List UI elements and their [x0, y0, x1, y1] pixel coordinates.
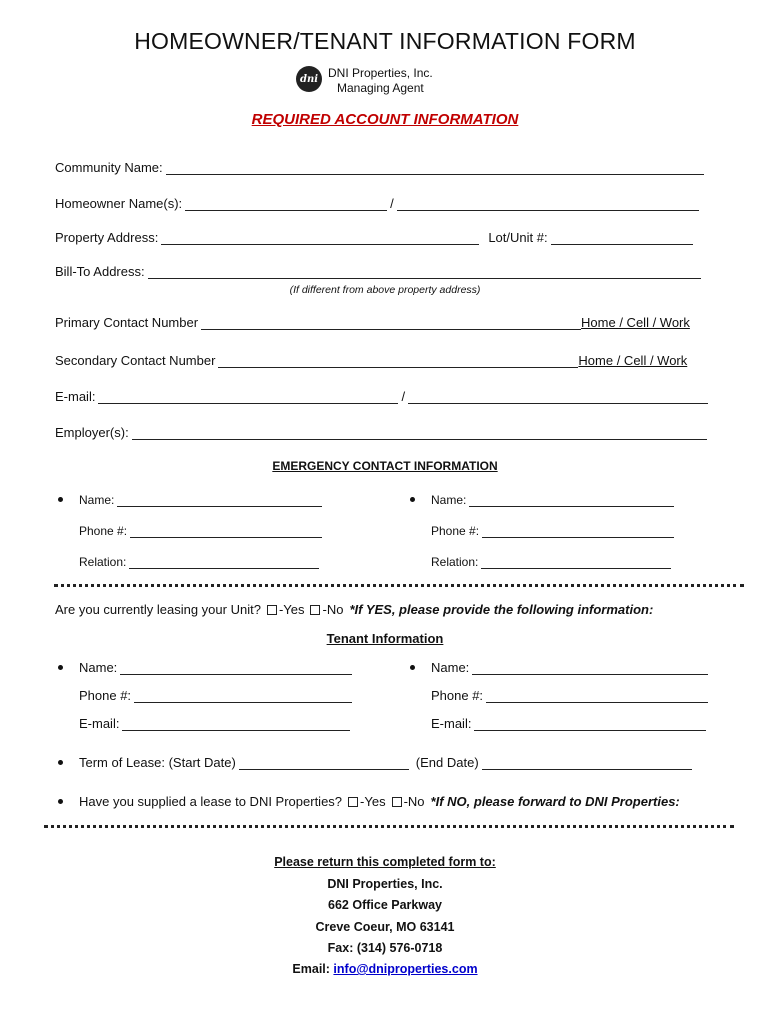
emergency-1-name-row	[58, 492, 325, 507]
secondary-contact-row	[55, 353, 687, 368]
secondary-contact-line[interactable]	[218, 353, 578, 368]
emergency-2-phone-row	[431, 523, 677, 538]
employer-row	[55, 425, 710, 440]
community-input-line[interactable]	[166, 160, 704, 175]
bullet-icon	[58, 799, 63, 804]
name-separator: /	[390, 196, 394, 211]
tenant-2-phone-row	[431, 688, 711, 703]
emergency-1-relation-row	[79, 554, 322, 569]
billto-note: (If different from above property address)	[289, 284, 481, 296]
bullet-icon	[58, 665, 63, 670]
emergency-1-phone-line[interactable]	[130, 523, 322, 538]
employer-label: Employer(s):	[55, 425, 129, 440]
leasing-question: Are you currently leasing your Unit?	[55, 602, 261, 617]
tenant-2-email-label: E-mail:	[431, 716, 472, 731]
tenant-1-email-label: E-mail:	[79, 716, 120, 731]
lease-supplied-question: Have you supplied a lease to DNI Properties?	[79, 794, 343, 809]
emergency-2-relation-row	[431, 554, 674, 569]
tenant-1-phone-row	[79, 688, 355, 703]
tenant-2-phone-label: Phone #:	[431, 688, 484, 703]
emergency-2-name-row	[410, 492, 677, 507]
leasing-row	[55, 602, 653, 617]
emergency-2-relation-label: Relation:	[431, 555, 479, 569]
return-heading: Please return this completed form to:	[274, 855, 496, 869]
return-street: 662 Office Parkway	[328, 898, 442, 912]
emergency-1-name-label: Name:	[79, 493, 115, 507]
emergency-2-phone-line[interactable]	[482, 523, 674, 538]
return-email-label: Email:	[292, 962, 330, 976]
property-label: Property Address:	[55, 230, 159, 245]
email-separator: /	[401, 389, 406, 404]
homeowner-label: Homeowner Name(s):	[55, 196, 183, 211]
emergency-1-relation-label: Relation:	[79, 555, 127, 569]
bullet-icon	[58, 497, 63, 502]
employer-input-line[interactable]	[132, 425, 707, 440]
tenant-1-name-label: Name:	[79, 660, 118, 675]
tenant-2-phone-line[interactable]	[486, 688, 708, 703]
emergency-2-name-line[interactable]	[469, 492, 674, 507]
tenant-1-email-line[interactable]	[122, 716, 350, 731]
bullet-icon	[410, 665, 415, 670]
primary-contact-line[interactable]	[201, 315, 581, 330]
dotted-divider	[54, 584, 744, 587]
bullet-icon	[410, 497, 415, 502]
primary-contact-label: Primary Contact Number	[55, 315, 199, 330]
company-role: Managing Agent	[336, 81, 424, 95]
primary-contact-row	[55, 315, 690, 330]
lease-supplied-row	[58, 794, 680, 809]
dni-logo: dni	[296, 66, 322, 92]
primary-phone-type[interactable]: Home / Cell / Work	[581, 315, 690, 330]
emergency-1-phone-row	[79, 523, 325, 538]
tenant-1-email-row	[79, 716, 353, 731]
tenant-heading: Tenant Information	[326, 631, 444, 646]
lease-start-line[interactable]	[239, 755, 409, 770]
return-company: DNI Properties, Inc.	[327, 877, 443, 891]
leasing-instruction: *If YES, please provide the following information:	[349, 602, 654, 617]
emergency-1-phone-label: Phone #:	[79, 524, 128, 538]
lease-term-row	[58, 755, 695, 770]
emergency-2-relation-line[interactable]	[481, 554, 671, 569]
billto-row	[55, 264, 704, 279]
lease-start-label: Term of Lease: (Start Date)	[79, 755, 236, 770]
supplied-yes-label: -Yes	[360, 794, 386, 809]
property-row	[55, 230, 696, 245]
dotted-divider	[44, 825, 734, 828]
emergency-2-phone-label: Phone #:	[431, 524, 480, 538]
lot-input-line[interactable]	[551, 230, 693, 245]
tenant-2-name-row	[410, 660, 711, 675]
tenant-2-email-row	[431, 716, 709, 731]
secondary-phone-type[interactable]: Home / Cell / Work	[578, 353, 688, 368]
return-fax: Fax: (314) 576-0718	[327, 941, 443, 955]
supplied-instruction: *If NO, please forward to DNI Properties:	[430, 794, 680, 809]
tenant-2-name-line[interactable]	[472, 660, 708, 675]
secondary-contact-label: Secondary Contact Number	[55, 353, 216, 368]
supplied-no-label: -No	[403, 794, 425, 809]
email-2-line[interactable]	[408, 389, 708, 404]
return-email-link[interactable]: info@dniproperties.com	[333, 962, 478, 976]
community-label: Community Name:	[55, 160, 163, 175]
form-title: HOMEOWNER/TENANT INFORMATION FORM	[134, 28, 636, 54]
return-email-line	[0, 962, 770, 976]
billto-label: Bill-To Address:	[55, 264, 145, 279]
email-label: E-mail:	[55, 389, 96, 404]
emergency-1-name-line[interactable]	[117, 492, 322, 507]
company-block	[328, 66, 433, 96]
homeowner-name-2-line[interactable]	[397, 196, 699, 211]
lot-label: Lot/Unit #:	[488, 230, 548, 245]
supplied-yes-checkbox[interactable]	[348, 797, 358, 807]
tenant-2-email-line[interactable]	[474, 716, 706, 731]
homeowner-name-1-line[interactable]	[185, 196, 387, 211]
emergency-1-relation-line[interactable]	[129, 554, 319, 569]
email-1-line[interactable]	[98, 389, 398, 404]
leasing-yes-label: -Yes	[278, 602, 305, 617]
leasing-yes-checkbox[interactable]	[267, 605, 277, 615]
supplied-no-checkbox[interactable]	[392, 797, 402, 807]
tenant-1-name-row	[58, 660, 355, 675]
leasing-no-checkbox[interactable]	[310, 605, 320, 615]
company-name: DNI Properties, Inc.	[328, 66, 433, 80]
bullet-icon	[58, 760, 63, 765]
email-row	[55, 389, 711, 404]
tenant-1-phone-label: Phone #:	[79, 688, 132, 703]
billto-input-line[interactable]	[148, 264, 701, 279]
lease-end-label: (End Date)	[415, 755, 479, 770]
tenant-1-name-line[interactable]	[120, 660, 352, 675]
community-row	[55, 160, 707, 175]
tenant-2-name-label: Name:	[431, 660, 470, 675]
required-heading: REQUIRED ACCOUNT INFORMATION	[251, 111, 519, 128]
emergency-heading: EMERGENCY CONTACT INFORMATION	[272, 459, 498, 473]
emergency-2-name-label: Name:	[431, 493, 467, 507]
leasing-no-label: -No	[322, 602, 344, 617]
lease-end-line[interactable]	[482, 755, 692, 770]
property-address-line[interactable]	[161, 230, 479, 245]
homeowner-row	[55, 196, 702, 211]
return-city: Creve Coeur, MO 63141	[315, 920, 455, 934]
tenant-1-phone-line[interactable]	[134, 688, 352, 703]
